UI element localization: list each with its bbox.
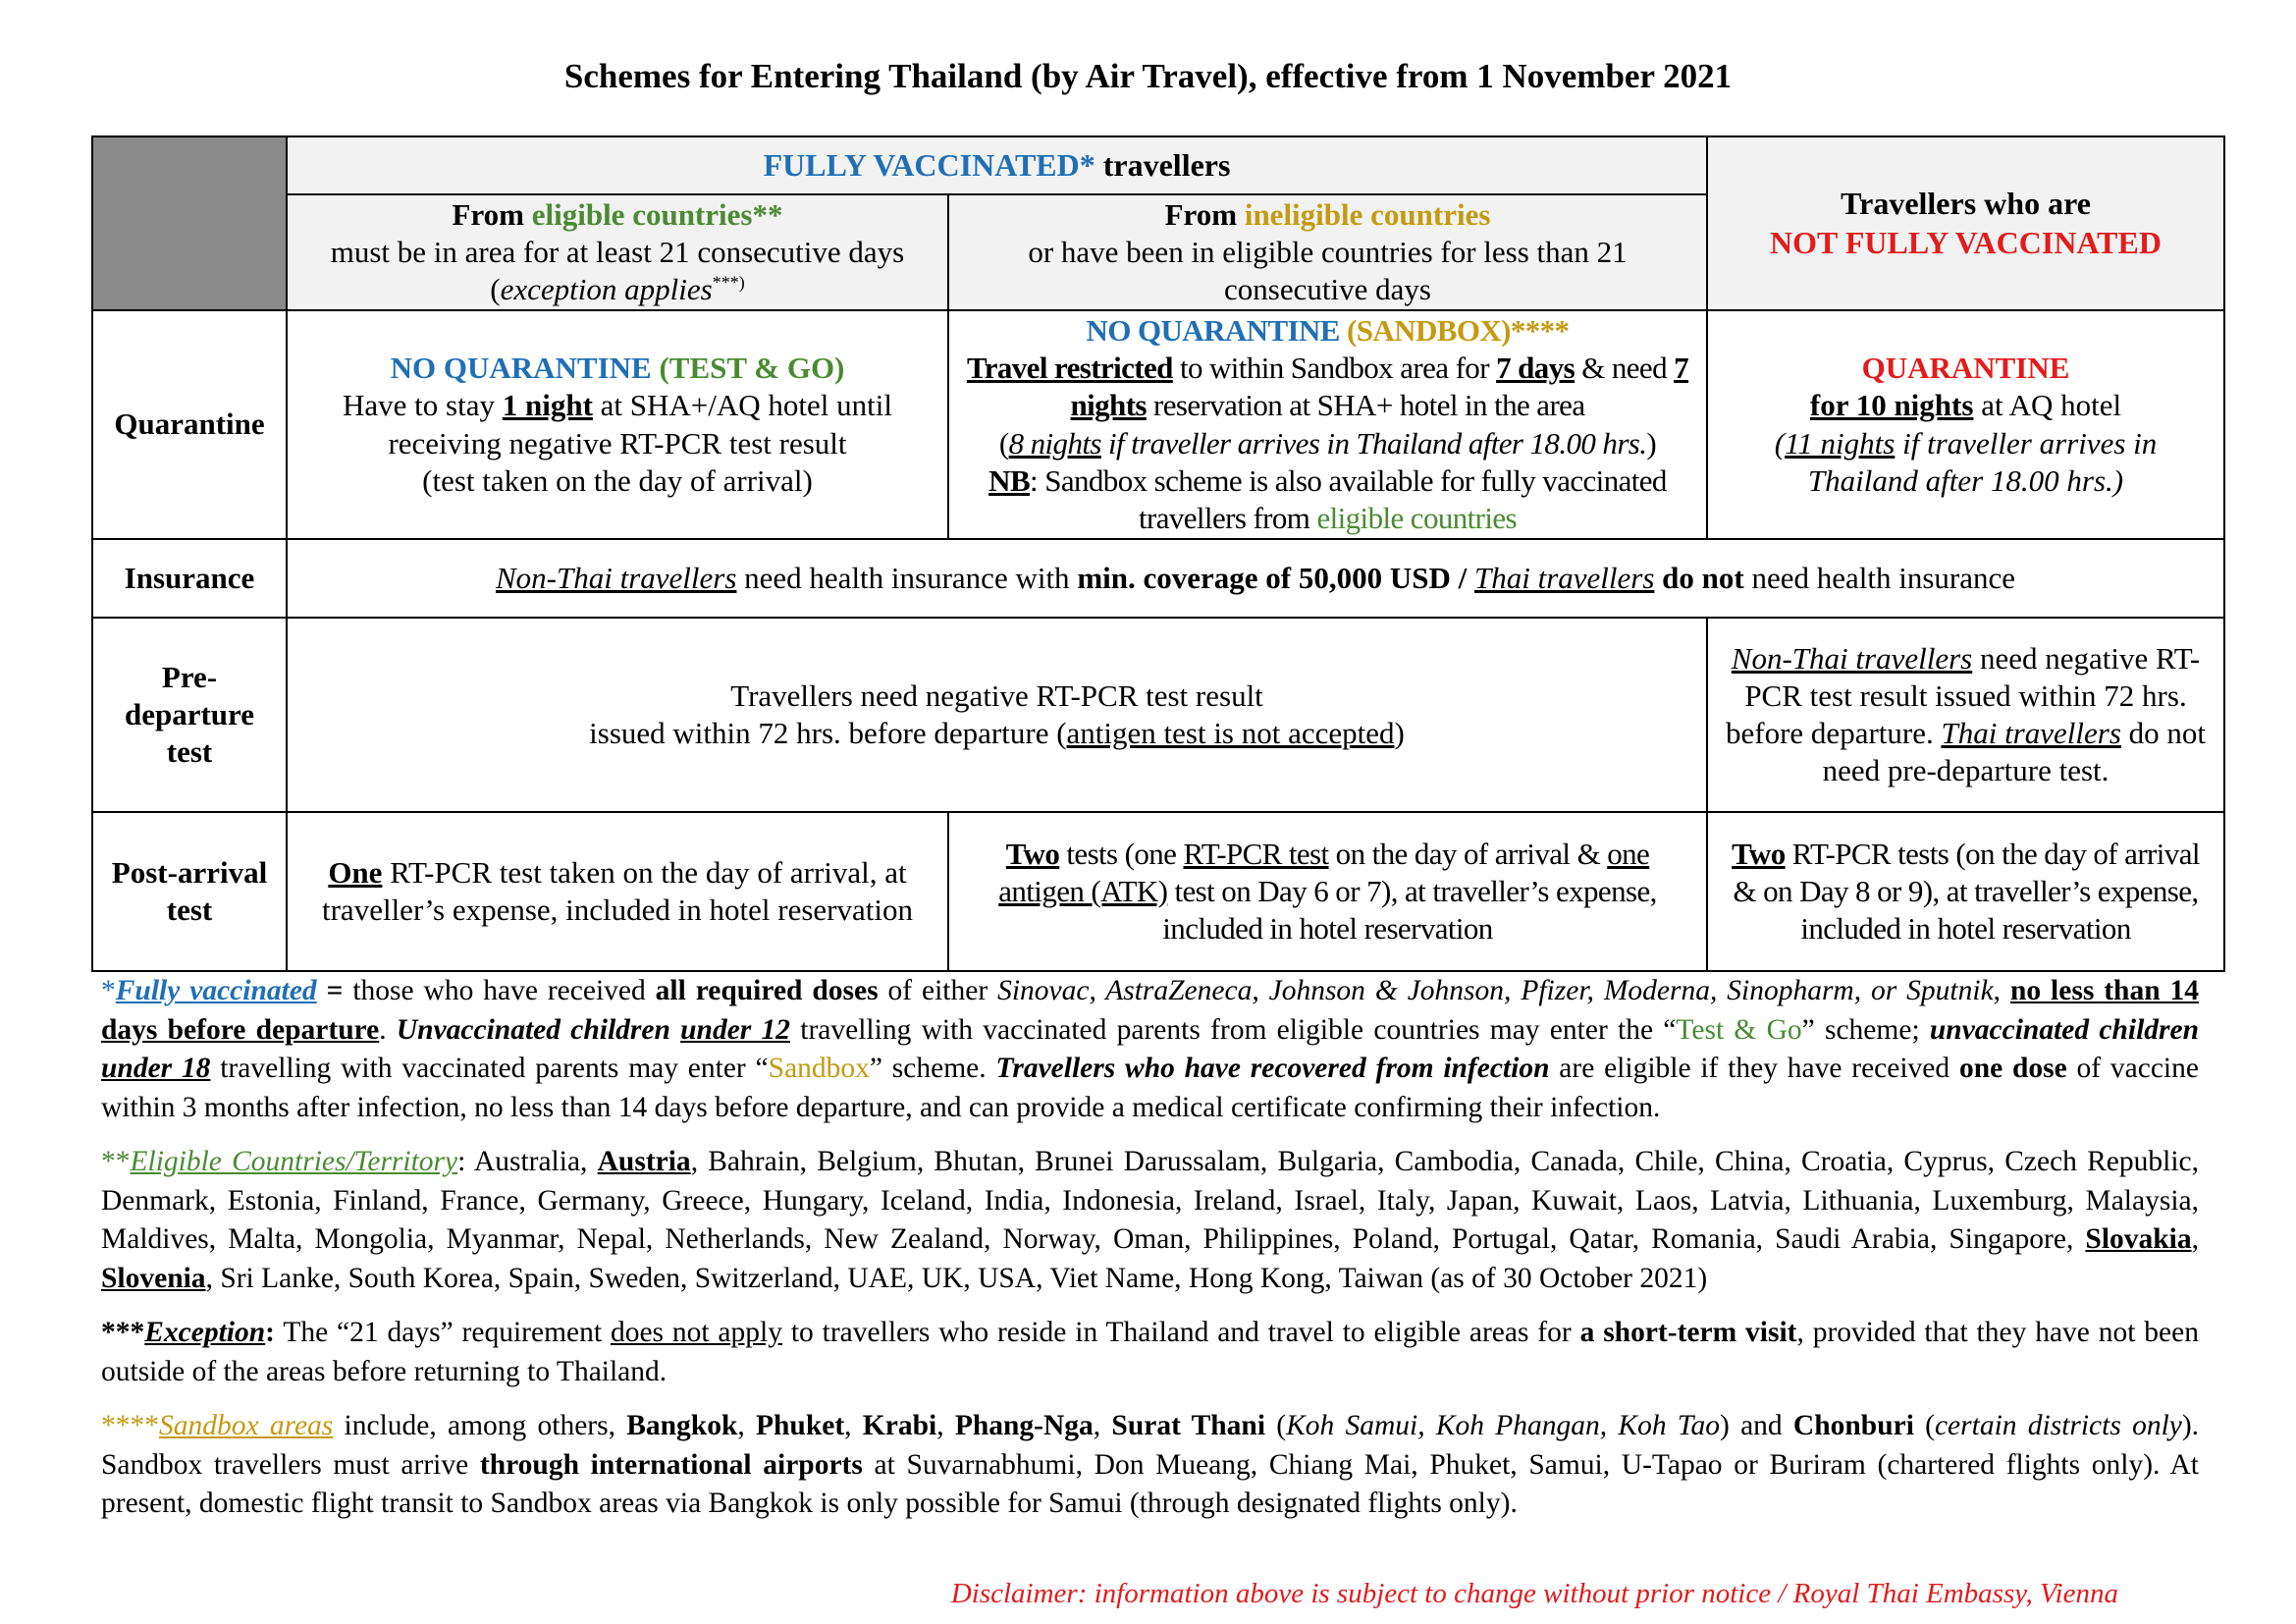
quarantine-row-label: Quarantine bbox=[92, 310, 287, 539]
postarrival-not-vaccinated-cell: Two RT-PCR tests (on the day of arrival & on Day 8 or 9), at traveller’s expense, included in hotel reservation bbox=[1707, 812, 2224, 971]
predeparture-vaccinated-cell: Travellers need negative RT-PCR test result issued within 72 hrs. before departure (antigen test is not accepted) bbox=[287, 618, 1707, 812]
quarantine-not-vaccinated-cell: QUARANTINE for 10 nights at AQ hotel (11 nights if traveller arrives in Thailand after 18.00 hrs.) bbox=[1707, 310, 2224, 539]
quarantine-sandbox-cell: NO QUARANTINE (SANDBOX)**** Travel restricted to within Sandbox area for 7 days & need 7 nights reservation at SHA+ hotel in the area (8 nights if traveller arrives in Thailand after 18.00 hrs.) NB: Sandbox scheme is also available for fully vaccinated travellers from eligible countries bbox=[948, 310, 1707, 539]
disclaimer: Disclaimer: information above is subject to change without prior notice / Royal Thai Embassy, Vienna bbox=[950, 1578, 2118, 1609]
predeparture-not-vaccinated-cell: Non-Thai travellers need negative RT-PCR test result issued within 72 hrs. before departure. Thai travellers do not need pre-departure test. bbox=[1707, 618, 2224, 812]
postarrival-test-and-go-cell: One RT-PCR test taken on the day of arrival, at traveller’s expense, included in hotel reservation bbox=[287, 812, 948, 971]
page-title: Schemes for Entering Thailand (by Air Travel), effective from 1 November 2021 bbox=[563, 57, 1733, 95]
quarantine-test-and-go-cell: NO QUARANTINE (TEST & GO) Have to stay 1 night at SHA+/AQ hotel until receiving negative RT-PCR test result (test taken on the day of arrival) bbox=[287, 310, 948, 539]
fully-vaccinated-header: FULLY VACCINATED* travellers bbox=[287, 136, 1707, 194]
footnote-eligible-countries: **Eligible Countries/Territory: Australia, Austria, Bahrain, Belgium, Bhutan, Brunei Darussalam, Bulgaria, Cambodia, Canada, Chile, China, Croatia, Cyprus, Czech Republic, Denmark, Estonia, Finland, France, Germany, Greece, Hungary, Iceland, India, Indonesia, Ireland, Israel, Italy, Japan, Kuwait, Laos, Latvia, Lithuania, Luxemburg, Malaysia, Maldives, Malta, Mongolia, Myanmar, Nepal, Netherlands, New Zealand, Norway, Oman, Philippines, Poland, Portugal, Qatar, Romania, Saudi Arabia, Singapore, Slovakia, Slovenia, Sri Lanke, South Korea, Spain, Sweden, Switzerland, UAE, UK, USA, Viet Name, Hong Kong, Taiwan (as of 30 October 2021) bbox=[101, 1146, 2200, 1294]
not-fully-vaccinated-header: Travellers who are NOT FULLY VACCINATED bbox=[1707, 136, 2224, 310]
insurance-row-label: Insurance bbox=[92, 539, 287, 618]
header-corner-cell bbox=[92, 136, 287, 310]
insurance-cell: Non-Thai travellers need health insurance with min. coverage of 50,000 USD / Thai travellers do not need health insurance bbox=[287, 539, 2224, 618]
footnotes bbox=[101, 972, 2199, 1540]
postarrival-row-label: Post-arrival test bbox=[92, 812, 287, 971]
footnote-exception: ***Exception: The “21 days” requirement does not apply to travellers who reside in Thailand and travel to eligible areas for a short-term visit, provided that they have not been outside of the areas before returning to Thailand. bbox=[101, 1317, 2199, 1387]
entry-schemes-table bbox=[91, 135, 2225, 972]
eligible-countries-header: From eligible countries** must be in area for at least 21 consecutive days (exception applies***) bbox=[287, 194, 948, 310]
postarrival-sandbox-cell: Two tests (one RT-PCR test on the day of arrival & one antigen (ATK) test on Day 6 or 7), at traveller’s expense, included in hotel reservation bbox=[948, 812, 1707, 971]
footnote-fully-vaccinated: *Fully vaccinated = those who have received all required doses of either Sinovac, AstraZeneca, Johnson & Johnson, Pfizer, Moderna, Sinopharm, or Sputnik, no less than 14 days before departure. Unvaccinated children under 12 travelling with vaccinated parents from eligible countries may enter the “Test & Go” scheme; unvaccinated children under 18 travelling with vaccinated parents may enter “Sandbox” scheme. Travellers who have recovered from infection are eligible if they have received one dose of vaccine within 3 months after infection, no less than 14 days before departure, and can provide a medical certificate confirming their infection. bbox=[101, 975, 2200, 1123]
footnote-sandbox-areas: ****Sandbox areas include, among others, Bangkok, Phuket, Krabi, Phang-Nga, Surat Thani (Koh Samui, Koh Phangan, Koh Tao) and Chonburi (certain districts only). Sandbox travellers must arrive through international airports at Suvarnabhumi, Don Mueang, Chiang Mai, Phuket, Samui, U-Tapao or Buriram (chartered flights only). At present, domestic flight transit to Sandbox areas via Bangkok is only possible for Samui (through designated flights only). bbox=[101, 1410, 2200, 1519]
predeparture-row-label: Pre-departure test bbox=[92, 618, 287, 812]
ineligible-countries-header: From ineligible countries or have been in eligible countries for less than 21 consecutive days bbox=[948, 194, 1707, 310]
